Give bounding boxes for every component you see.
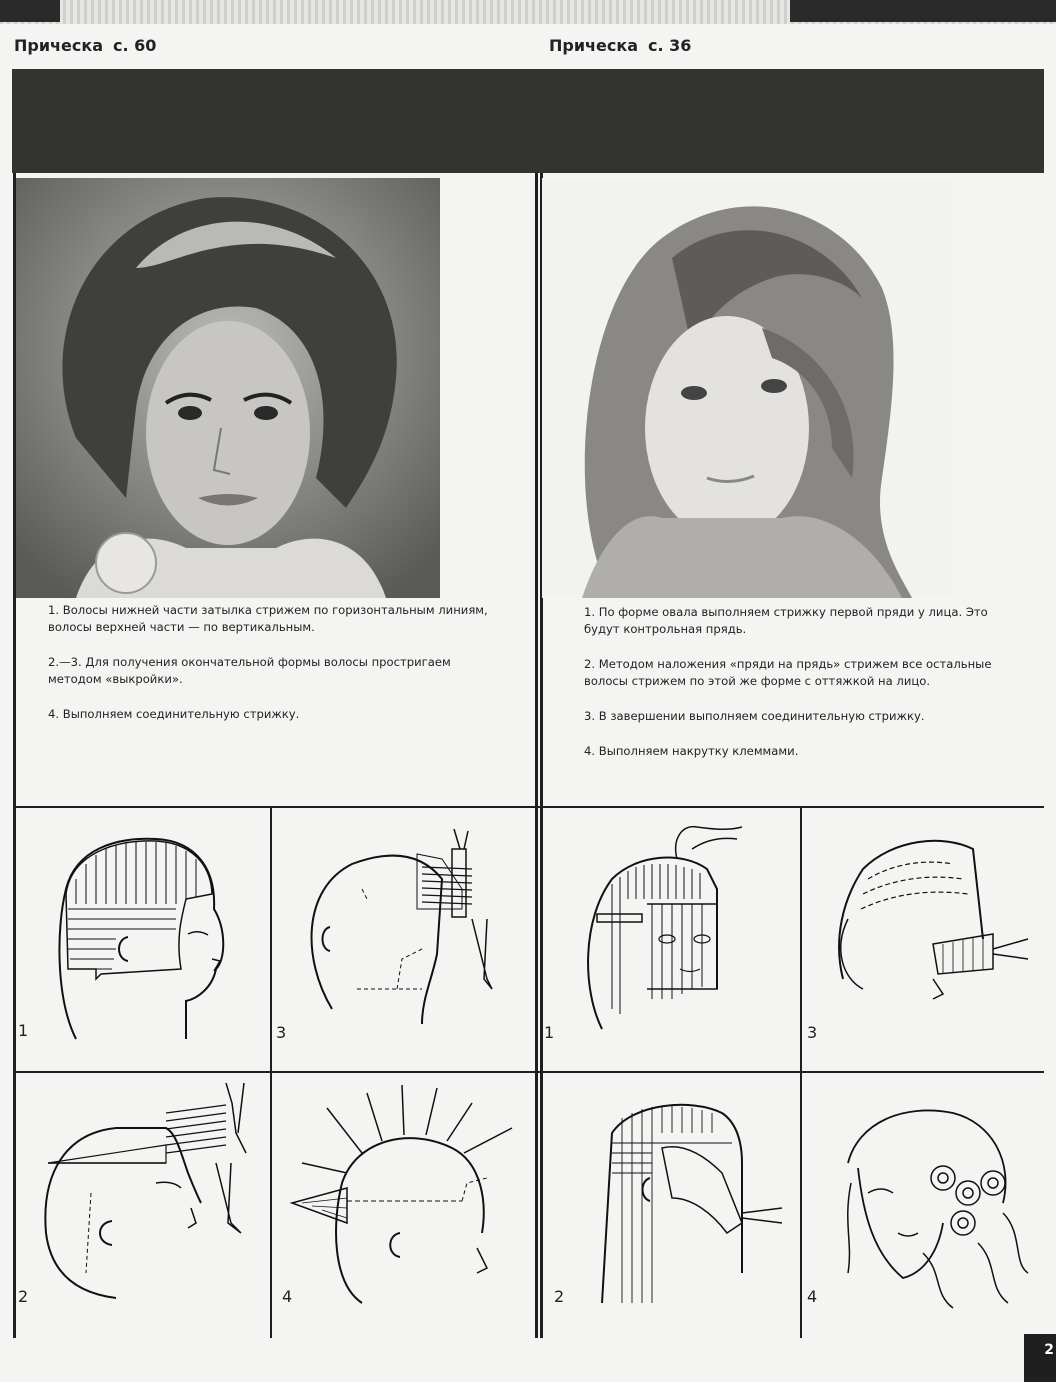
diagram-number: 4 (282, 1287, 293, 1306)
diagram-pattern-cut-back (272, 809, 535, 1071)
step-text: 2.—3. Для получения окончательной формы волосы простригаем методом «выкройки». (48, 655, 451, 686)
step-text: 4. Выполняем соединительную стрижку. (48, 707, 300, 721)
diagram-number: 2 (18, 1287, 29, 1306)
frame-line (800, 808, 802, 1338)
dark-header-band (12, 69, 1044, 173)
step-text: 3. В завершении выполняем соединительную стрижку. (584, 709, 925, 723)
header-page: с. 36 (648, 36, 692, 55)
diagram-overdirection (542, 1073, 800, 1338)
diagram-clip-setting (803, 1073, 1047, 1338)
diagram-strand-on-strand (803, 809, 1047, 1071)
diagram-number: 4 (807, 1287, 818, 1306)
hairstyle-photo-long (542, 178, 952, 598)
header-page: с. 60 (113, 36, 157, 55)
header-title: Прическа (14, 36, 104, 55)
step-text: 1. По форме овала выполняем стрижку первой пряди у лица. Это будут контрольная прядь. (584, 605, 988, 636)
right-instructions (584, 604, 1024, 778)
diagram-number: 1 (544, 1023, 555, 1042)
step-text: 4. Выполняем накрутку клеммами. (584, 744, 799, 758)
step-text: 1. Волосы нижней части затылка стрижем по горизонтальным линиям, волосы верхней части — по вертикальным. (48, 603, 488, 634)
strip-block (790, 0, 1056, 22)
diagram-connecting-cut (272, 1073, 535, 1338)
diagram-number: 2 (554, 1287, 565, 1306)
hairstyle-photo-short (16, 178, 440, 598)
step-text: 2. Методом наложения «пряди на прядь» стрижем все остальные волосы стрижем по этой же форме с оттяжкой на лицо. (584, 657, 992, 688)
page-number-tab: 2 (1024, 1334, 1056, 1382)
diagram-number: 1 (18, 1021, 29, 1040)
diagram-horizontal-sections (16, 809, 270, 1071)
diagram-number: 3 (276, 1023, 287, 1042)
diagram-number: 3 (807, 1023, 818, 1042)
left-instructions (48, 602, 488, 741)
strip-block (0, 0, 60, 22)
diagram-vertical-sections (16, 1073, 270, 1338)
frame-line (14, 806, 1044, 808)
header-title: Прическа (549, 36, 639, 55)
top-strip (0, 0, 1056, 24)
right-header (549, 36, 701, 55)
left-header (14, 36, 166, 55)
frame-line (535, 173, 538, 1338)
diagram-control-strand (542, 809, 800, 1071)
